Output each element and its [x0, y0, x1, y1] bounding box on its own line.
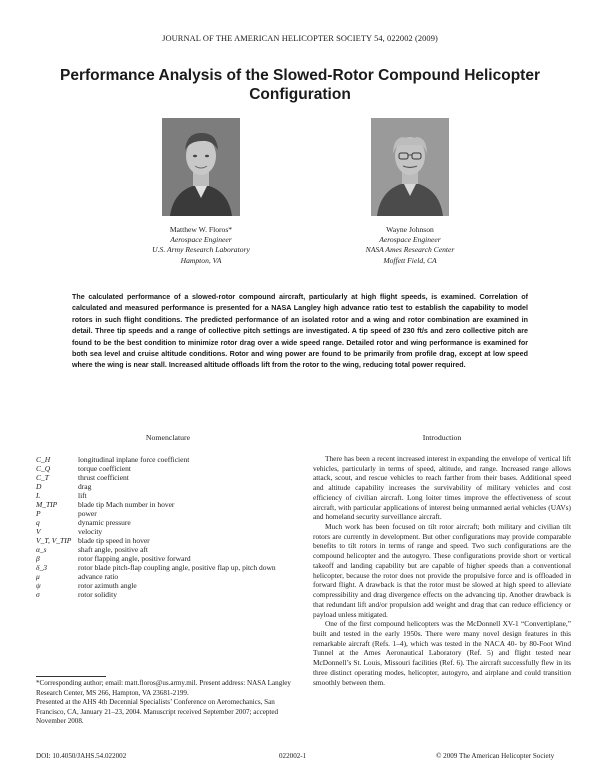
author-location: Moffett Field, CA — [383, 255, 437, 265]
nomenclature-symbol: β — [36, 554, 40, 563]
footnote-presented: Presented at the AHS 4th Decennial Specialists’ Conference on Aeromechanics, San Francisco, CA, January 21–23, 2004. Manuscript received September 2007; accepted November 2008. — [36, 698, 279, 725]
abstract — [72, 292, 528, 372]
nomenclature-symbol: δ_3 — [36, 563, 47, 572]
footer-page-number: 022002-1 — [279, 752, 307, 760]
abstract-text: The calculated performance of a slowed-rotor compound aircraft, particularly at high flight speeds, is examined. Correlation of calculated and measured performance is presented for a NASA Langley high advance ratio test to establish the capability to model rotors in such flight conditions. The predicted performance of an isolated rotor and a wing and rotor combination are examined in detail. Three tip speeds and a range of collective pitch settings are investigated. A tip speed of 230 ft/s and zero collective pitch are found to be the best condition to minimize rotor drag over a wide speed range. Detailed rotor and wing performance is examined for both sea level and cruise altitude conditions. Rotor and wing power are found to be primarily from profile drag, except at low speed where the wing is near stall. Increased altitude offloads lift from the rotor to the wing, reducing total power required. — [72, 293, 528, 370]
nomenclature-symbol: C_H — [36, 455, 51, 464]
nomenclature-row — [36, 590, 301, 599]
nomenclature-row — [36, 536, 301, 545]
nomenclature-definition: blade tip speed in hover — [78, 536, 150, 545]
nomenclature-symbol: σ — [36, 590, 40, 599]
nomenclature-symbol: L — [36, 491, 41, 500]
nomenclature-row — [36, 518, 301, 527]
footer-doi: DOI: 10.4050/JAHS.54.022002 — [36, 752, 127, 760]
author-name: Wayne Johnson — [386, 225, 434, 234]
nomenclature-row — [36, 554, 301, 563]
author-role: Aerospace Engineer — [170, 235, 232, 245]
intro-paragraph: Much work has been focused on tilt rotor aircraft; both military and civilian tilt rotors are currently in development. But other configurations may provide comparable benefits to tilt rotors in terms of range and speed. Two such configurations are the compound helicopter and the autogyro. These configurations provide short or vertical takeoff and landing capability but are capable of higher speeds than a conventional helicopter, because the rotor does not provide the propulsive force and is offloaded in forward flight. A drawback is that the rotor must be slowed at high speed to alleviate compressibility and drag divergence effects on the advancing tip. Another drawback is that redundant lift and/or propulsion add weight and drag that can reduce efficiency or payload unless mitigated. — [313, 522, 571, 619]
nomenclature-definition: dynamic pressure — [78, 518, 131, 527]
nomenclature-definition: thrust coefficient — [78, 473, 129, 482]
author-org: U.S. Army Research Laboratory — [152, 245, 250, 255]
footnote-corresponding: *Corresponding author; email: matt.floros@us.army.mil. Present address: NASA Langley Research Center, MS 266, Hampton, VA 23681-2199. — [36, 679, 291, 697]
author-photo-floros — [162, 118, 240, 216]
footnotes — [36, 679, 298, 727]
nomenclature-symbol: V — [36, 527, 41, 536]
introduction-heading: Introduction — [422, 433, 462, 442]
nomenclature-symbol: D — [36, 482, 42, 491]
nomenclature-definition: rotor blade pitch-flap coupling angle, positive flap up, pitch down — [78, 563, 276, 572]
paper-title: Performance Analysis of the Slowed-Rotor Compound Helicopter Configuration — [60, 67, 540, 103]
nomenclature-definition: rotor solidity — [78, 590, 117, 599]
nomenclature-symbol: V_T, V_TIP — [36, 536, 72, 545]
nomenclature-symbol: q — [36, 518, 40, 527]
nomenclature-definition: power — [78, 509, 97, 518]
nomenclature-row — [36, 572, 301, 581]
nomenclature-row — [36, 482, 301, 491]
nomenclature-definition: torque coefficient — [78, 464, 131, 473]
nomenclature-row — [36, 491, 301, 500]
nomenclature-definition: drag — [78, 482, 92, 491]
nomenclature-definition: blade tip Mach number in hover — [78, 500, 175, 509]
author-org: NASA Ames Research Center — [365, 245, 455, 255]
nomenclature-definition: shaft angle, positive aft — [78, 545, 148, 554]
footnote-rule — [36, 676, 106, 677]
nomenclature-list — [36, 455, 301, 599]
intro-paragraph: There has been a recent increased interest in expanding the envelope of vertical lift vehicles, particularly in terms of speed, altitude, and range. Increased range allows attack, scout, and rescue vehicles to reach farther from their bases. Additional speed and altitude capability increases the survivability of military vehicles and cost efficiency of civilian aircraft. Long loiter times improve the effectiveness of scout aircraft, with particular applications of interest being unmanned aerial vehicles (UAVs) and homeland security surveillance aircraft. — [313, 454, 571, 522]
nomenclature-row — [36, 545, 301, 554]
nomenclature-row — [36, 473, 301, 482]
introduction-body — [313, 454, 571, 687]
nomenclature-row — [36, 455, 301, 464]
nomenclature-row — [36, 581, 301, 590]
nomenclature-definition: velocity — [78, 527, 103, 536]
nomenclature-symbol: α_s — [36, 545, 47, 554]
nomenclature-row — [36, 464, 301, 473]
author-name: Matthew W. Floros* — [169, 225, 233, 234]
nomenclature-heading: Nomenclature — [145, 433, 191, 442]
nomenclature-symbol: P — [36, 509, 41, 518]
intro-paragraph: One of the first compound helicopters was the McDonnell XV-1 “Convertiplane,” built and tested in the early 1950s. There were many novel design features in this remarkable aircraft (Refs. 1–4), which was tested in the NACA 40- by 80-Foot Wind Tunnel at the Ames Aeronautical Laboratory (Ref. 5) and flight tested near McDonnell’s St. Louis, Missouri facilities (Ref. 6). The aircraft successfully flew in its three distinct operating modes, helicopter, autogyro, and airplane and could transition smoothly between them. — [313, 619, 571, 687]
nomenclature-symbol: C_T — [36, 473, 49, 482]
nomenclature-row — [36, 527, 301, 536]
nomenclature-row — [36, 500, 301, 509]
author-block-floros — [101, 225, 301, 266]
nomenclature-row — [36, 563, 301, 572]
nomenclature-definition: rotor azimuth angle — [78, 581, 137, 590]
nomenclature-definition: advance ratio — [78, 572, 119, 581]
nomenclature-definition: rotor flapping angle, positive forward — [78, 554, 191, 563]
author-location: Hampton, VA — [180, 255, 222, 265]
nomenclature-definition: lift — [78, 491, 87, 500]
nomenclature-symbol: ψ — [36, 581, 41, 590]
author-photo-johnson — [371, 118, 449, 216]
nomenclature-symbol: M_TIP — [36, 500, 58, 509]
nomenclature-symbol: C_Q — [36, 464, 51, 473]
footer-copyright: © 2009 The American Helicopter Society — [436, 752, 555, 760]
nomenclature-definition: longitudinal inplane force coefficient — [78, 455, 190, 464]
journal-header: JOURNAL OF THE AMERICAN HELICOPTER SOCIETY 54, 022002 (2009) — [162, 34, 438, 43]
author-block-johnson — [310, 225, 510, 266]
author-role: Aerospace Engineer — [379, 235, 441, 245]
nomenclature-row — [36, 509, 301, 518]
nomenclature-symbol: μ — [36, 572, 40, 581]
